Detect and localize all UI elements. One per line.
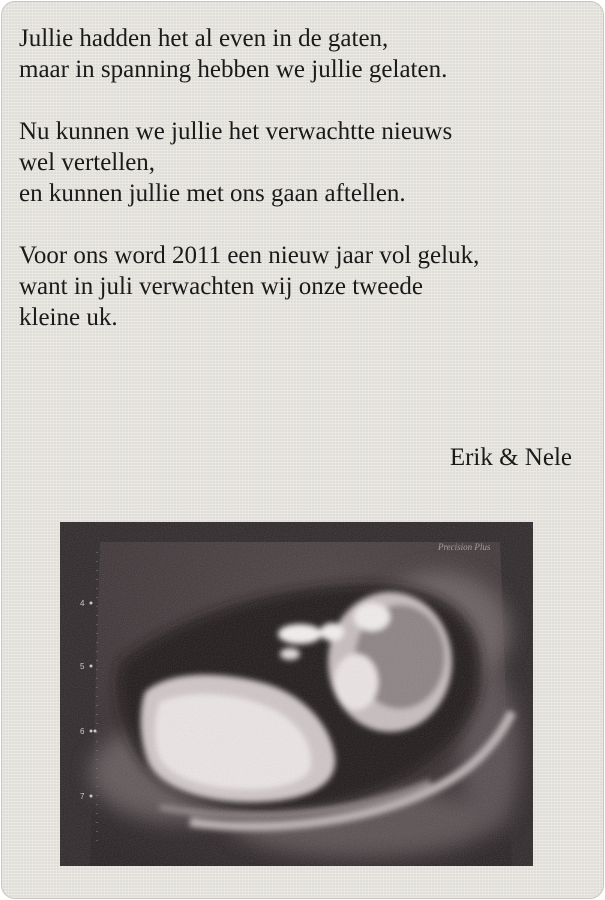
poem-line: kleine uk. — [19, 304, 118, 331]
depth-marker: 5 — [80, 662, 85, 671]
poem-line: maar in spanning hebben we jullie gelaten. — [19, 56, 448, 83]
poem-line: Jullie hadden het al even in de gaten, — [19, 25, 389, 52]
depth-marker: 7 — [80, 792, 85, 801]
film-grain — [60, 522, 533, 866]
poem-stanza — [19, 116, 594, 209]
poem-line: wel vertellen, — [19, 149, 156, 176]
poem-stanza — [19, 23, 594, 85]
poem-line: Nu kunnen we jullie het verwachtte nieuws — [19, 118, 453, 145]
ultrasound-scan — [60, 522, 533, 866]
depth-marker: 4 — [80, 599, 85, 608]
announcement-card — [1, 1, 604, 899]
poem-line: en kunnen jullie met ons gaan aftellen. — [19, 180, 406, 207]
poem-stanza — [19, 240, 594, 333]
ultrasound-image — [60, 522, 533, 866]
depth-tick — [90, 602, 93, 605]
poem-line: want in juli verwachten wij onze tweede — [19, 273, 424, 300]
poem — [19, 23, 594, 364]
ultrasound-brand: Precision Plus — [438, 542, 491, 552]
depth-tick — [90, 795, 93, 798]
depth-tick — [90, 730, 93, 733]
depth-marker: 6 — [80, 727, 85, 736]
depth-tick — [94, 730, 97, 733]
signature: Erik & Nele — [449, 444, 572, 471]
depth-tick — [90, 665, 93, 668]
poem-line: Voor ons word 2011 een nieuw jaar vol geluk, — [19, 242, 480, 269]
